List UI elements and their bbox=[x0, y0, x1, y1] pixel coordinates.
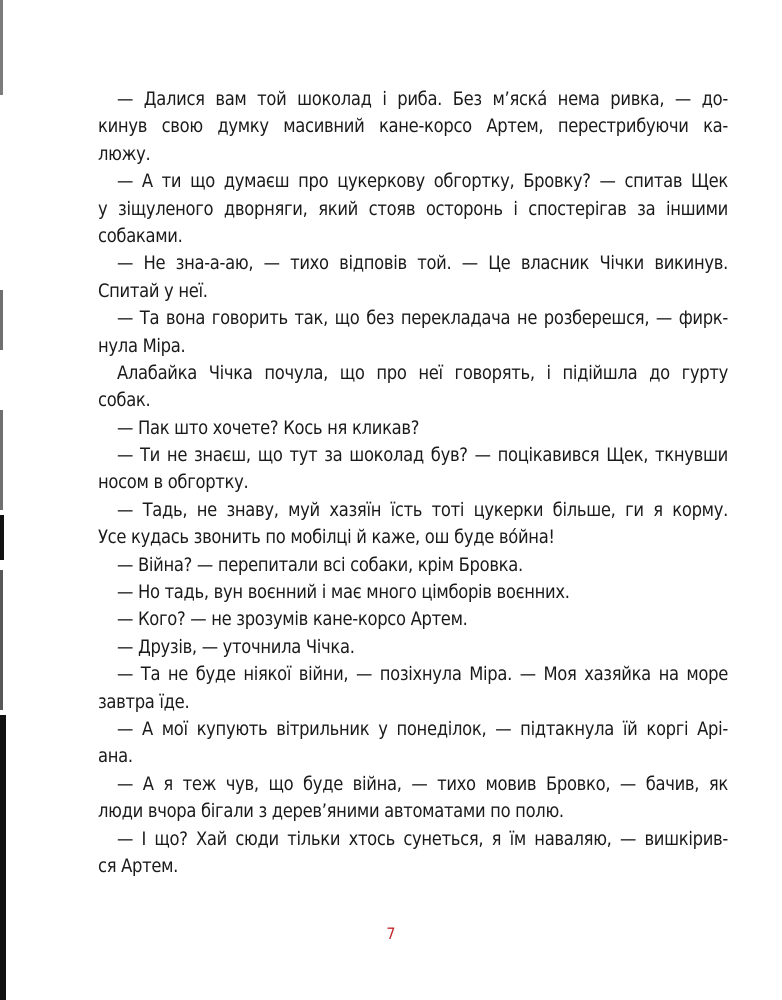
spine-edge-bar bbox=[0, 715, 6, 1000]
text-line: — А мої купують вітрильник у понеділок, — підтакнула їй коргі Арі- bbox=[117, 718, 728, 740]
text-line: ся Артем. bbox=[98, 855, 179, 877]
paragraph bbox=[98, 497, 728, 552]
paragraph bbox=[98, 442, 728, 497]
paragraph bbox=[98, 579, 728, 606]
text-line: — Друзів, — уточнила Чічка. bbox=[117, 636, 355, 658]
paragraph bbox=[98, 634, 728, 661]
paragraph bbox=[98, 415, 728, 442]
paragraph bbox=[98, 168, 728, 250]
paragraph bbox=[98, 606, 728, 633]
text-line: — А ти що думаєш про цукеркову обгортку, Бровку? — спитав Щек bbox=[117, 171, 728, 193]
paragraph bbox=[98, 661, 728, 716]
body-text bbox=[98, 86, 728, 880]
text-line: — Ти не знаєш, що тут за шоколад був? — поцікавився Щек, ткнувши bbox=[117, 445, 728, 467]
text-line: собаками. bbox=[98, 225, 183, 247]
text-line: ана. bbox=[98, 746, 133, 768]
spine-edge-mark bbox=[0, 290, 3, 350]
text-line: собак. bbox=[98, 390, 151, 412]
paragraph bbox=[98, 250, 728, 305]
text-line: — Пак што хочете? Кось ня кликав? bbox=[117, 417, 420, 439]
text-line: люди вчора бігали з дерев’яними автоматами по полю. bbox=[98, 801, 564, 823]
text-line: носом в обгортку. bbox=[98, 472, 249, 494]
text-line: Алабайка Чічка почула, що про неї говорять, і підійшла до гурту bbox=[117, 362, 728, 384]
paragraph bbox=[98, 771, 728, 826]
text-line: у зіщуленого дворняги, який стояв осторонь і спостерігав за іншими bbox=[98, 198, 728, 220]
paragraph bbox=[98, 826, 728, 881]
text-line: кинув свою думку масивний кане-корсо Артем, перестрибуючи ка- bbox=[98, 116, 728, 138]
page-number: 7 bbox=[386, 924, 396, 943]
paragraph bbox=[98, 360, 728, 415]
spine-edge-mark bbox=[0, 570, 3, 710]
text-line: — Не зна-а-аю, — тихо відповів той. — Це власник Чічки викинув. bbox=[117, 253, 728, 275]
text-line: — Но тадь, вун воєнний і має много цімборів воєнних. bbox=[117, 582, 570, 604]
text-line: — Та вона говорить так, що без перекладача не розберешся, — фирк- bbox=[117, 308, 728, 330]
text-line: — Тадь, не знаву, муй хазяїн їсть тоті цукерки більше, ги я корму. bbox=[117, 499, 728, 521]
text-line: нула Міра. bbox=[98, 335, 186, 357]
text-line: Спитай у неї. bbox=[98, 280, 208, 302]
text-line: — А я теж чув, що буде війна, — тихо мовив Бровко, — бачив, як bbox=[117, 773, 728, 795]
text-line: люжу. bbox=[98, 143, 151, 165]
paragraph bbox=[98, 86, 728, 168]
spine-edge-mark bbox=[0, 0, 3, 95]
paragraph bbox=[98, 305, 728, 360]
spine-edge-mark bbox=[0, 410, 3, 510]
text-line: — Та не буде ніякої війни, — позіхнула Міра. — Моя хазяйка на море bbox=[117, 664, 728, 686]
text-line: Усе кудась звонить по мобілці й каже, ош буде во́йна! bbox=[98, 527, 555, 549]
text-line: — Далися вам той шоколад і риба. Без м’яска́ нема ривка, — до- bbox=[117, 89, 728, 110]
text-line: завтра їде. bbox=[98, 691, 190, 713]
text-line: — І що? Хай сюди тільки хтось сунеться, я їм наваляю, — вишкірив- bbox=[117, 828, 728, 850]
paragraph bbox=[98, 716, 728, 771]
paragraph bbox=[98, 552, 728, 579]
spine-edge-mark bbox=[0, 515, 4, 560]
text-line: — Війна? — перепитали всі собаки, крім Бровка. bbox=[117, 554, 523, 576]
text-line: — Кого? — не зрозумів кане-корсо Артем. bbox=[117, 609, 468, 631]
